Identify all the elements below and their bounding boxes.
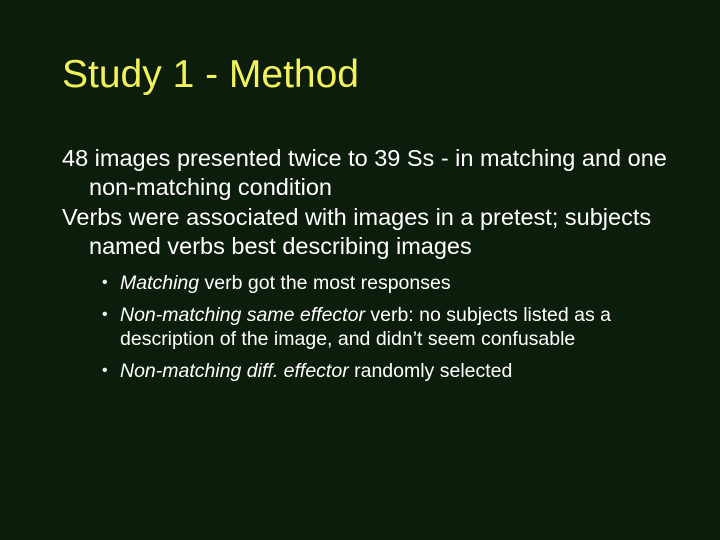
bullet-term: Non-matching diff. effector bbox=[120, 360, 349, 382]
bullet-text: verb got the most responses bbox=[199, 272, 451, 294]
body-paragraph-images: 48 images presented twice to 39 Ss - in matching and one non-matching condition bbox=[62, 145, 667, 200]
bullet-item-diff-effector bbox=[62, 359, 620, 383]
bullet-text: randomly selected bbox=[348, 360, 513, 382]
bullet-term: Matching bbox=[120, 272, 200, 294]
bullet-marker: • bbox=[102, 362, 108, 379]
bullet-marker: • bbox=[102, 274, 108, 291]
bullet-marker: • bbox=[102, 306, 108, 323]
slide-title: Study 1 - Method bbox=[62, 53, 359, 96]
bullet-text: verb: no subjects listed as a description of the image, and didn’t seem confusable bbox=[120, 304, 611, 350]
bullet-term: Non-matching same effector bbox=[120, 304, 365, 326]
bullet-item-same-effector bbox=[62, 303, 620, 351]
bullet-item-matching bbox=[62, 271, 620, 295]
body-paragraph-verbs: Verbs were associated with images in a pretest; subjects named verbs best describing images bbox=[62, 204, 652, 259]
bullet-list bbox=[62, 271, 702, 383]
slide-body bbox=[62, 144, 702, 391]
